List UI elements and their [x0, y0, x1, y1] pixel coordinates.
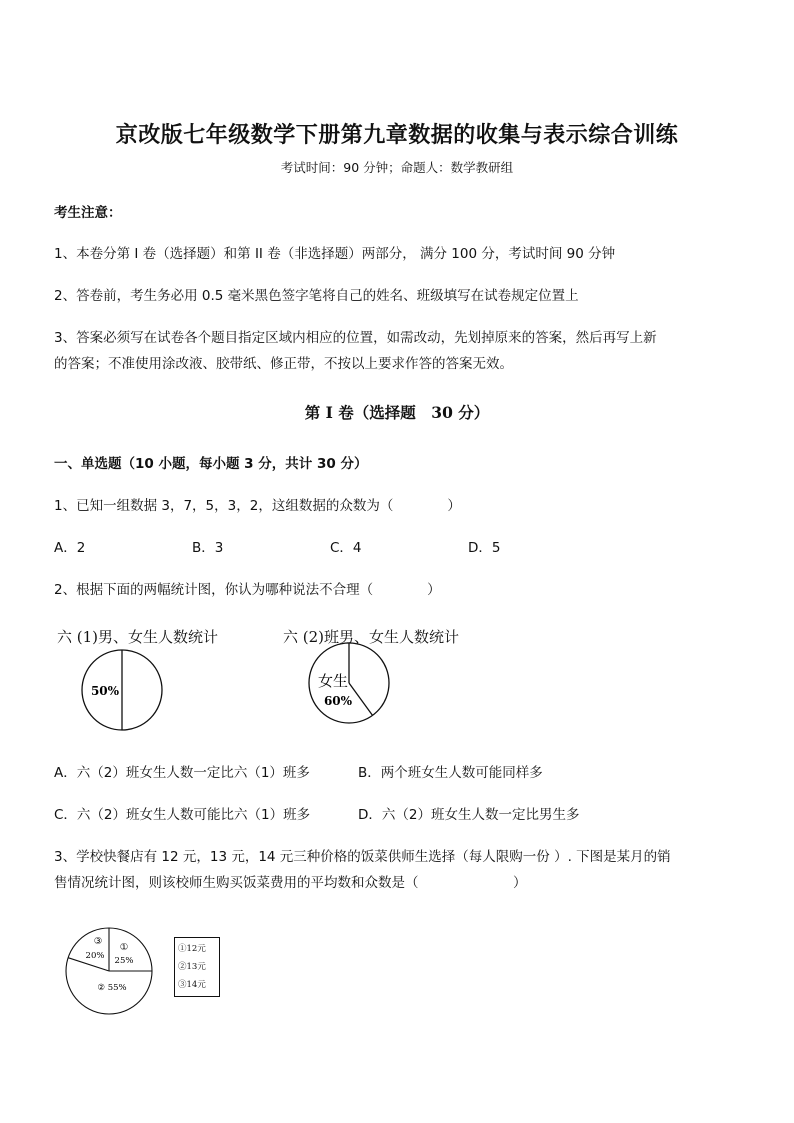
q2-option-c: C．六（2）班女生人数可能比六（1）班多	[54, 807, 311, 823]
chart2-title: 六 (2)班男、女生人数统计	[283, 628, 460, 646]
chart1-title: 六 (1)男、女生人数统计	[57, 628, 219, 646]
class1-pie-chart	[80, 648, 164, 732]
page-subtitle: 考试时间：90 分钟；命题人：数学教研组	[280, 160, 514, 175]
q2-option-a: A．六（2）班女生人数一定比六（1）班多	[54, 765, 310, 781]
notice-item: 2、答卷前，考生务必用 0.5 毫米黑色签字笔将自己的姓名、班级填写在试卷规定位置上	[54, 288, 579, 304]
q2-stem: 2、根据下面的两幅统计图，你认为哪种说法不合理（ ）	[54, 582, 441, 598]
pie-divider	[349, 683, 373, 715]
pie-slice-label: 60%	[323, 694, 353, 708]
pie-slice-mark: ①	[119, 942, 129, 953]
pie-legend	[174, 937, 220, 997]
legend-item: ②13元	[178, 962, 206, 972]
pie-slice-label: 25%	[114, 956, 134, 966]
q3-stem: 3、学校快餐店有 12 元，13 元，14 元三种价格的饭菜供师生选择（每人限购一份 ）. 下图是某月的销	[54, 849, 671, 865]
q3-stem: 售情况统计图，则该校师生购买饭菜费用的平均数和众数是（ ）	[54, 875, 527, 891]
q1-option-a: A．2	[54, 540, 86, 556]
q1-stem: 1、已知一组数据 3，7，5，3，2，这组数据的众数为（ ）	[54, 498, 461, 514]
pie-slice-label: ② 55%	[97, 983, 127, 993]
class2-pie-chart	[307, 641, 391, 725]
section-title: 第 I 卷（选择题 30 分）	[304, 403, 490, 422]
q2-option-d: D．六（2）班女生人数一定比男生多	[358, 807, 580, 823]
meal-price-pie-chart	[62, 926, 156, 1018]
notice-heading: 考生注意：	[54, 205, 122, 221]
pie-slice-mark: ③	[93, 936, 103, 947]
pie-slice-name: 女生	[317, 672, 349, 690]
notice-item: 3、答案必须写在试卷各个题目指定区域内相应的位置，如需改动，先划掉原来的答案，然后再写上新	[54, 330, 657, 346]
q1-option-c: C．4	[330, 540, 362, 556]
pie-slice-label: 50%	[90, 684, 120, 698]
part-heading: 一、单选题（10 小题，每小题 3 分，共计 30 分）	[54, 456, 368, 472]
notice-item: 的答案；不准使用涂改液、胶带纸、修正带，不按以上要求作答的答案无效。	[54, 356, 513, 372]
q2-option-b: B．两个班女生人数可能同样多	[358, 765, 543, 781]
pie-slice-label: 20%	[85, 951, 105, 961]
q1-option-d: D．5	[468, 540, 501, 556]
page-title: 京改版七年级数学下册第九章数据的收集与表示综合训练	[115, 122, 679, 148]
notice-item: 1、本卷分第 I 卷（选择题）和第 II 卷（非选择题）两部分， 满分 100 分，考试时间 90 分钟	[54, 246, 616, 262]
legend-item: ①12元	[178, 944, 206, 954]
q1-option-b: B．3	[192, 540, 224, 556]
legend-item: ③14元	[178, 980, 206, 990]
